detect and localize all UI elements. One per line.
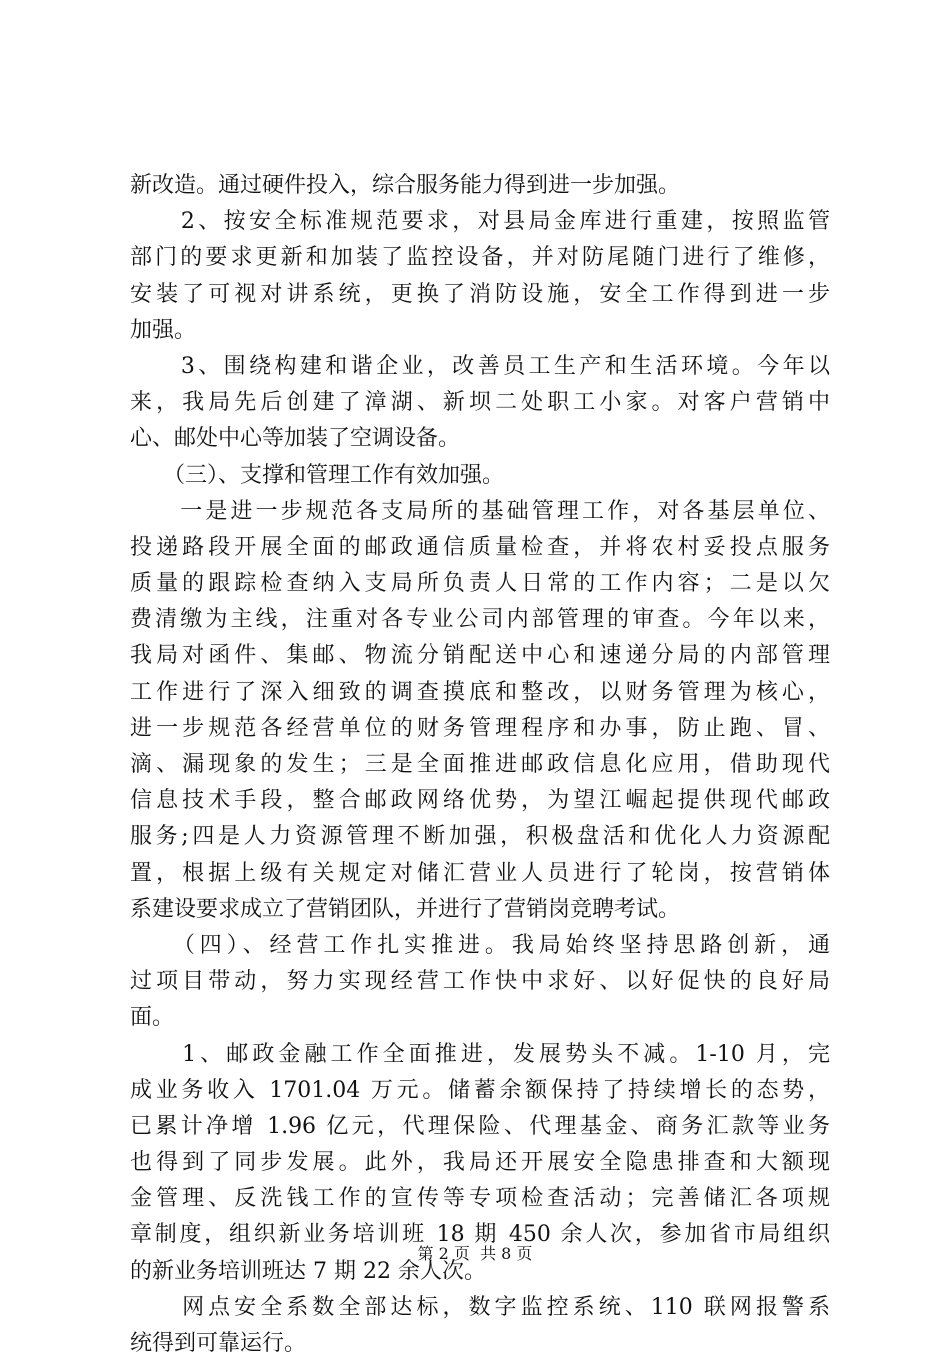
text-line: 安装了可视对讲系统，更换了消防设施，安全工作得到进一步	[130, 281, 830, 307]
text-line: 部门的要求更新和加装了监控设备，并对防尾随门进行了维修，	[130, 245, 830, 271]
text-line: 加强。	[130, 317, 197, 343]
text-line: 的新业务培训班达 7 期 22 余人次。	[130, 1258, 486, 1284]
text-line: 新改造。通过硬件投入，综合服务能力得到进一步加强。	[130, 173, 681, 198]
page-footer: 第 2 页 共 8 页	[417, 1244, 533, 1263]
text-line: 面。	[130, 1005, 175, 1031]
text-line: 进一步规范各经营单位的财务管理程序和办事，防止跑、冒、	[130, 715, 830, 741]
text-line: 来，我局先后创建了漳湖、新坝二处职工小家。对客户营销中	[130, 390, 830, 416]
text-line: 心、邮处中心等加装了空调设备。	[130, 426, 461, 452]
text-line: 3、围绕构建和谐企业，改善员工生产和生活环境。今年以	[130, 353, 830, 379]
text-line: 费清缴为主线，注重对各专业公司内部管理的审查。今年以来，	[130, 607, 830, 633]
text-line: 系建设要求成立了营销团队，并进行了营销岗竞聘考试。	[130, 896, 681, 922]
text-line: 已累计净增 1.96 亿元，代理保险、代理基金、商务汇款等业务	[130, 1113, 830, 1139]
text-line: 信息技术手段，整合邮政网络优势，为望江崛起提供现代邮政	[130, 788, 830, 814]
text-line: 质量的跟踪检查纳入支局所负责人日常的工作内容；二是以欠	[130, 571, 830, 597]
text-line: 服务;四是人力资源管理不断加强，积极盘活和优化人力资源配	[130, 824, 830, 850]
text-line: 统得到可靠运行。	[130, 1331, 307, 1356]
text-line: 一是进一步规范各支局所的基础管理工作，对各基层单位、	[130, 498, 830, 524]
text-line: 金管理、反洗钱工作的宣传等专项检查活动；完善储汇各项规	[130, 1186, 830, 1212]
text-line: 置，根据上级有关规定对储汇营业人员进行了轮岗，按营销体	[130, 860, 830, 886]
text-line: 章制度，组织新业务培训班 18 期 450 余人次，参加省市局组织	[130, 1222, 830, 1248]
text-line: 过项目带动，努力实现经营工作快中求好、以好促快的良好局	[130, 969, 830, 995]
text-line: 1、邮政金融工作全面推进，发展势头不减。1-10 月，完	[130, 1041, 830, 1067]
text-line: （三）、支撑和管理工作有效加强。	[130, 462, 505, 488]
text-line: 也得到了同步发展。此外，我局还开展安全隐患排查和大额现	[130, 1150, 830, 1176]
text-line: 2、按安全标准规范要求，对县局金库进行重建，按照监管	[130, 209, 830, 235]
text-line: 成业务收入 1701.04 万元。储蓄余额保持了持续增长的态势，	[130, 1077, 830, 1103]
text-line: 网点安全系数全部达标，数字监控系统、110 联网报警系	[130, 1294, 830, 1320]
body-text	[130, 168, 830, 1362]
text-line: 工作进行了深入细致的调查摸底和整改，以财务管理为核心，	[130, 679, 830, 705]
text-line: 投递路段开展全面的邮政通信质量检查，并将农村妥投点服务	[130, 534, 830, 560]
text-line: （四）、经营工作扎实推进。我局始终坚持思路创新，通	[130, 932, 830, 958]
text-line: 我局对函件、集邮、物流分销配送中心和速递分局的内部管理	[130, 643, 830, 669]
text-line: 滴、漏现象的发生；三是全面推进邮政信息化应用，借助现代	[130, 752, 830, 777]
